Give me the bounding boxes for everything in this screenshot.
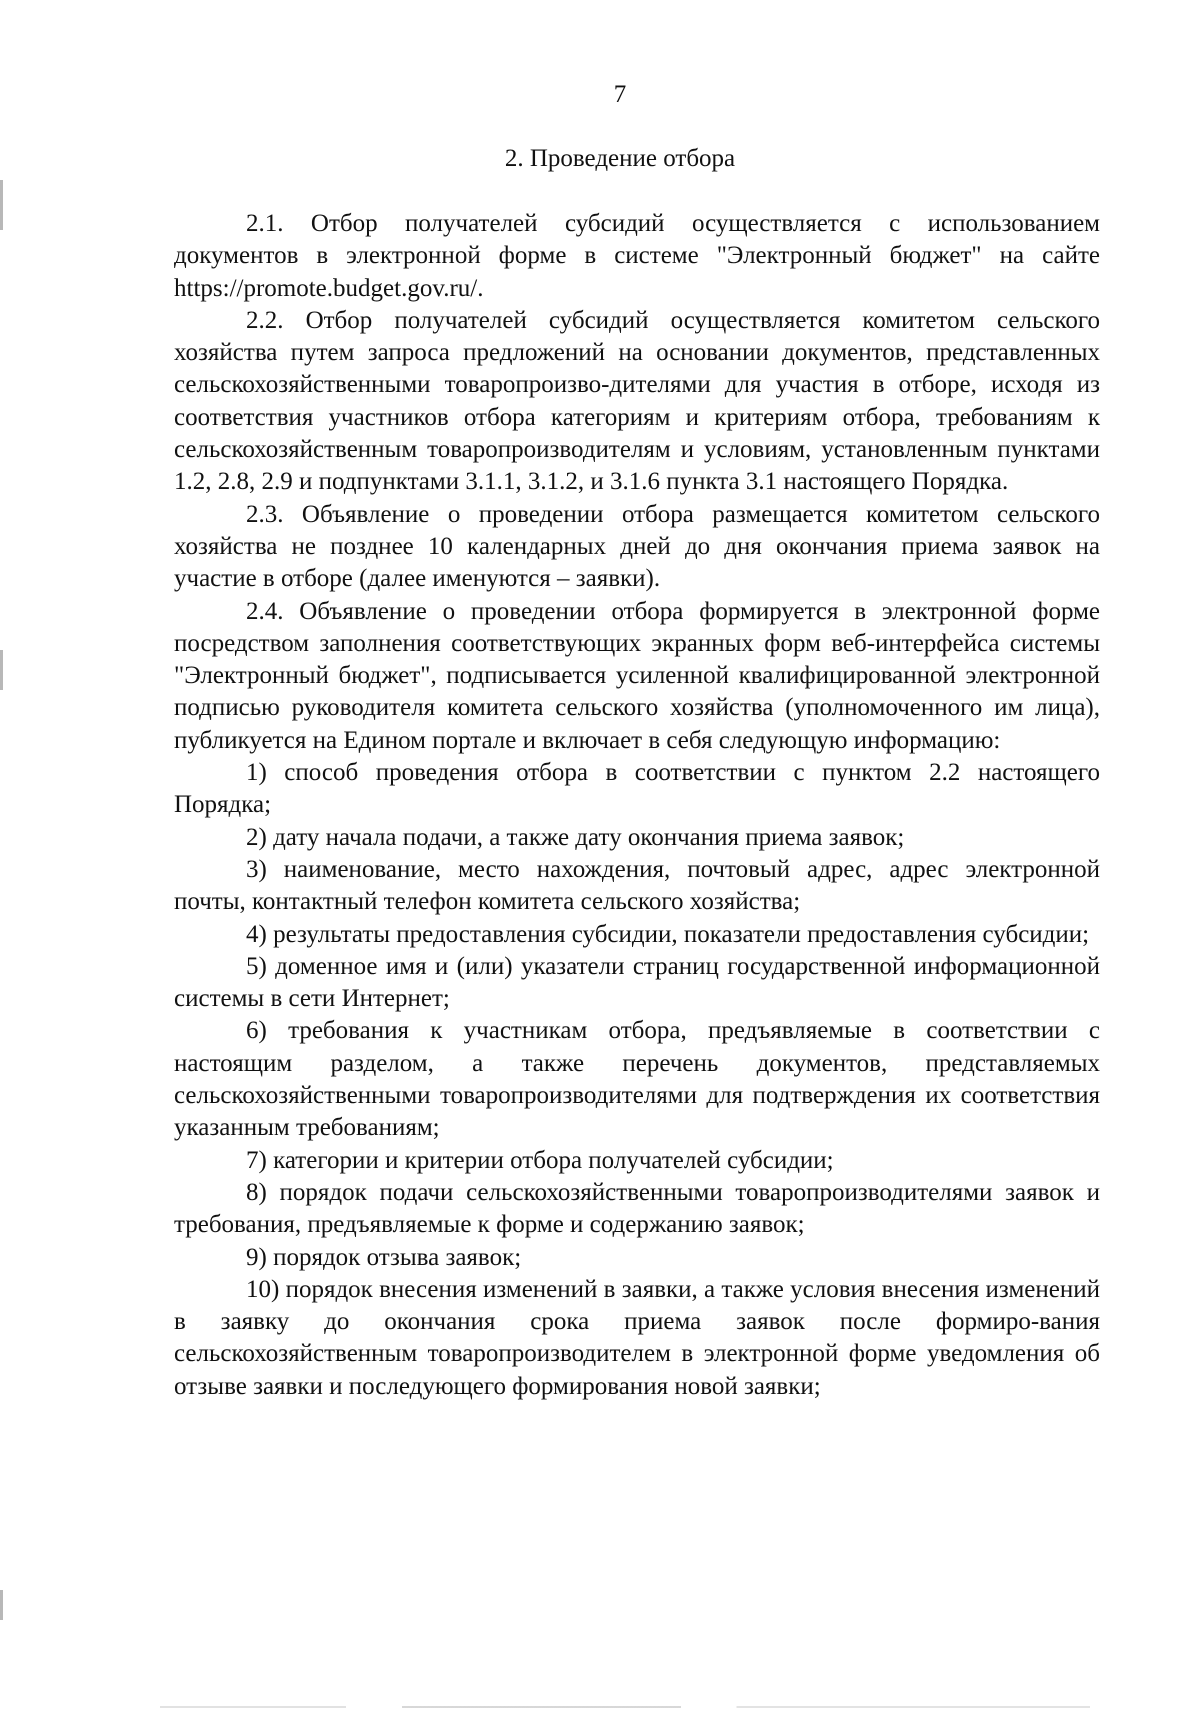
list-item-1: 1) способ проведения отбора в соответствии с пунктом 2.2 настоящего Порядка; [174,759,1100,819]
list-item-9: 9) порядок отзыва заявок; [246,1243,522,1271]
paragraph-2-4: 2.4. Объявление о проведении отбора формируется в электронной форме посредством заполнения соответствующих экранных форм веб-интерфейса системы "Электронный бюджет", подписывается усиленной квалифицированной электронной подписью руководителя комитета сельского хозяйства (уполномоченного им лица), публикуется на Едином портале и включает в себя следующую информацию: [174,597,1100,754]
list-item-4: 4) результаты предоставления субсидии, показатели предоставления субсидии; [246,920,1090,948]
list-item-7: 7) категории и критерии отбора получателей субсидии; [246,1146,834,1174]
scan-bottom-mark [160,1706,1090,1708]
paragraph-2-1: 2.1. Отбор получателей субсидий осуществляется с использованием документов в электронной форме в системе "Электронный бюджет" на сайте https://promote.budget.gov.ru/. [174,210,1100,302]
list-item-8: 8) порядок подачи сельскохозяйственными товаропроизводителями заявок и требования, предъявляемые к форме и содержанию заявок; [174,1178,1100,1239]
scan-edge-mark [0,180,3,230]
list-item-10: 10) порядок внесения изменений в заявки, а также условия внесения изменений в заявку до окончания срока приема заявок после формиро-вания сельскохозяйственным товаропроизводителем в электронной форме уведомления об отзыве заявки и последующего формирования новой заявки; [174,1275,1100,1400]
list-item-6: 6) требования к участникам отбора, предъявляемые в соответствии с настоящим разделом, а также перечень документов, представляемых сельскохозяйственными товаропроизводителями для подтверждения их соответствия указанным требованиям; [174,1017,1100,1142]
page-number: 7 [613,81,627,108]
paragraph-2-2: 2.2. Отбор получателей субсидий осуществляется комитетом сельского хозяйства путем запроса предложений на основании документов, представленных сельскохозяйственными товаропроизво-дителями для участия в отборе, исходя из соответствия участников отбора категориям и критериям отбора, требованиям к сельскохозяйственным товаропроизводителям и условиям, установленным пунктами 1.2, 2.8, 2.9 и подпунктами 3.1.1, 3.1.2, и 3.1.6 пункта 3.1 настоящего Порядка. [174,306,1100,496]
scan-edge-mark [0,1590,3,1620]
scan-edge-mark [0,650,3,690]
section-title: 2. Проведение отбора [504,145,736,172]
paragraph-2-3: 2.3. Объявление о проведении отбора размещается комитетом сельского хозяйства не позднее 10 календарных дней до дня окончания приема заявок на участие в отборе (далее именуются – заявки). [174,500,1100,593]
list-item-2: 2) дату начала подачи, а также дату окончания приема заявок; [246,823,905,851]
document-body [174,208,1100,1403]
list-item-5: 5) доменное имя и (или) указатели страниц государственной информационной системы в сети Интернет; [174,952,1100,1013]
list-item-3: 3) наименование, место нахождения, почтовый адрес, адрес электронной почты, контактный телефон комитета сельского хозяйства; [174,855,1100,916]
